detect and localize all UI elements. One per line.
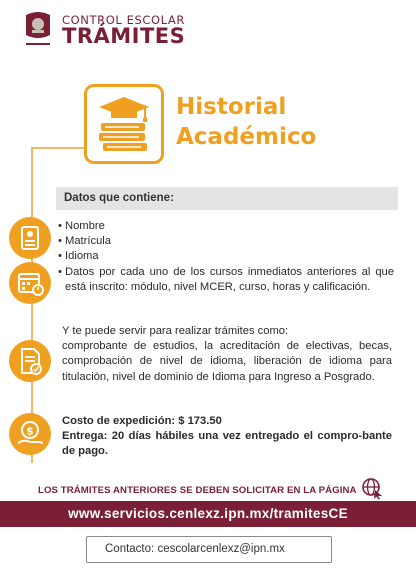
section-heading: Datos que contiene: [64, 192, 174, 204]
contact-box [86, 536, 332, 563]
contents-list [58, 219, 394, 295]
card-title-line1: Historial [176, 94, 287, 120]
header-title: TRÁMITES [62, 24, 186, 48]
url-banner [0, 501, 416, 527]
contact-label: Contacto: [105, 543, 155, 555]
section-heading-box [56, 187, 398, 210]
id-card-icon [9, 217, 51, 259]
svg-text:$: $ [26, 424, 34, 438]
uses-intro: Y te puede servir para realizar trámites como: [62, 325, 289, 337]
request-notice: LOS TRÁMITES ANTERIORES SE DEBEN SOLICITAR EN LA PÁGINA [38, 485, 357, 496]
list-item: • Datos por cada uno de los cursos inmediatos anteriores al que está inscrito: módulo, nivel MCER, curso, horas y calificación. [58, 265, 394, 295]
list-item: • Nombre [58, 219, 394, 234]
document-check-icon [9, 340, 51, 382]
connector-line [31, 147, 85, 149]
card-title-line2: Académico [176, 124, 317, 150]
globe-cursor-icon [360, 476, 384, 500]
tramites-url-link[interactable]: www.servicios.cenlexz.ipn.mx/tramitesCE [68, 506, 348, 521]
cost-delivery [62, 414, 392, 460]
list-item: • Matrícula [58, 234, 394, 249]
uses-paragraph [62, 324, 392, 385]
uses-text: comprobante de estudios, la acreditación de electivas, becas, comprobación de nivel de idioma, liberación de idioma para titulación, nivel de dominio de Idioma para Ingreso a Posgrado. [62, 340, 392, 383]
graduation-books-icon [84, 84, 164, 164]
money-hand-icon [9, 413, 51, 455]
calendar-icon [9, 262, 51, 304]
delivery-text: Entrega: 20 días hábiles una vez entregado el compro-bante de pago. [62, 430, 392, 458]
card-title [176, 92, 316, 152]
list-item: • Idioma [58, 249, 394, 264]
header-subtitle: CONTROL ESCOLAR [62, 13, 185, 27]
cost-text: Costo de expedición: $ 173.50 [62, 415, 222, 427]
contact-email-link[interactable]: cescolarcenlexz@ipn.mx [157, 543, 285, 555]
institution-logo [22, 9, 54, 49]
